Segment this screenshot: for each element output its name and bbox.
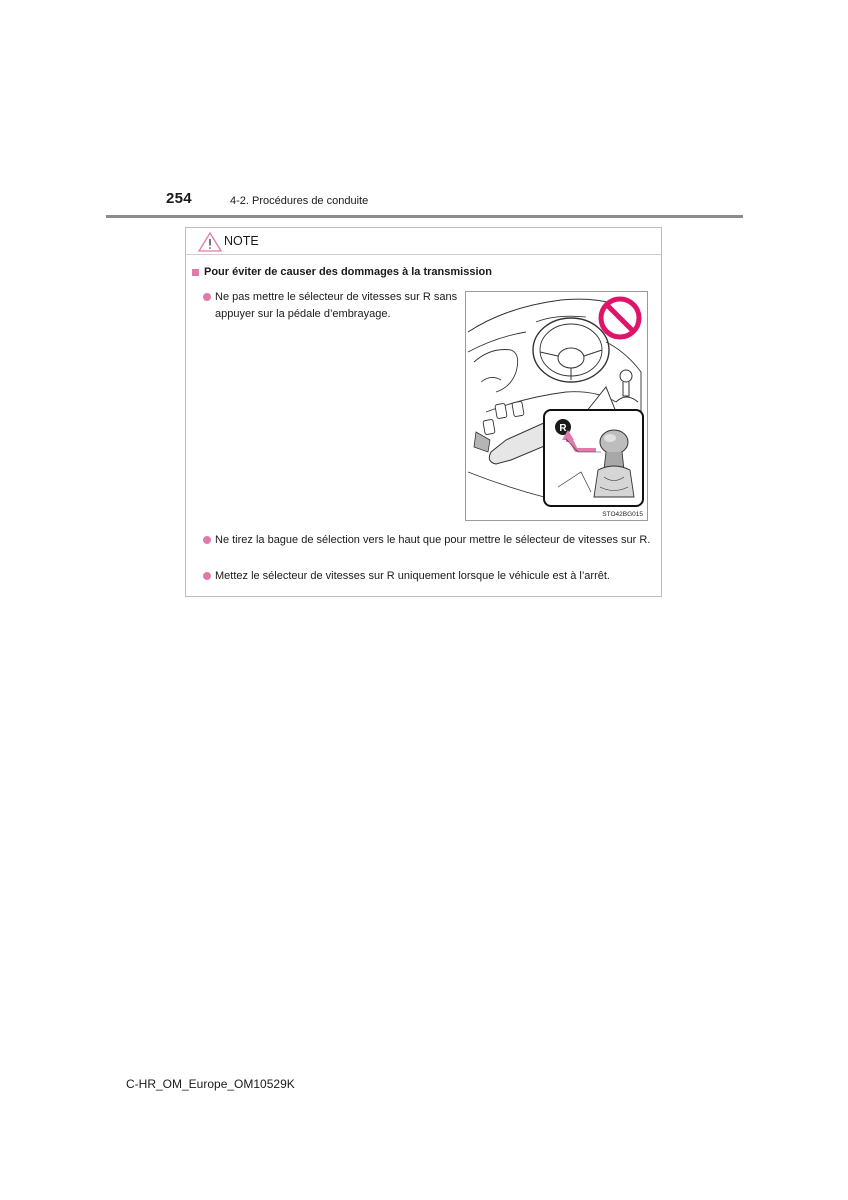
note-box [185,227,662,597]
gearshift-illustration [465,291,648,521]
figure-code: STO42BG015 [602,511,643,518]
list-item-text: Ne pas mettre le sélecteur de vitesses sur R sans appuyer sur la pédale d’embrayage. [215,291,458,320]
list-item [203,568,655,585]
note-label: NOTE [224,234,259,248]
list-item [203,289,458,322]
note-subheading [192,266,492,278]
list-item-text: Ne tirez la bague de sélection vers le haut que pour mettre le sélecteur de vitesses sur R. [215,534,651,546]
bullet-icon [203,536,211,544]
section-title: 4-2. Procédures de conduite [230,195,369,207]
footer-document-id: C-HR_OM_Europe_OM10529K [126,1077,295,1091]
bullet-icon [203,572,211,580]
page-number: 254 [166,190,192,207]
list-item [203,532,655,549]
list-item-text: Mettez le sélecteur de vitesses sur R uniquement lorsque le véhicule est à l’arrêt. [215,570,610,582]
square-bullet-icon [192,269,199,276]
prohibition-icon [601,299,639,337]
note-header [186,228,661,255]
warning-icon [198,232,222,252]
illustration-drawing [466,292,649,522]
bullet-icon [203,293,211,301]
header-rule [106,215,743,218]
gear-r-label: R [559,423,567,434]
subheading-text: Pour éviter de causer des dommages à la transmission [204,266,492,278]
gear-knob [600,430,628,454]
